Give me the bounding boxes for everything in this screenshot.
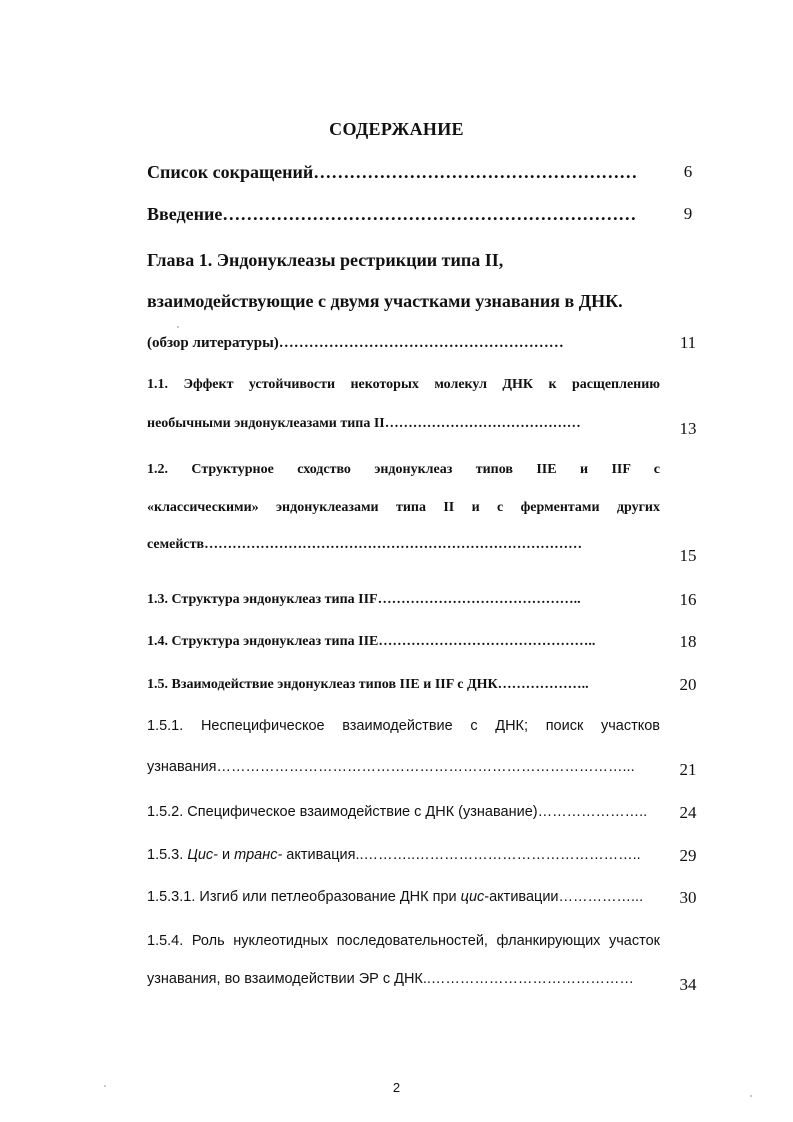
toc-page-1-2: 15 xyxy=(679,546,697,565)
toc-entry-1-5-3-italic-cis: Цис- xyxy=(187,847,218,863)
toc-entry-1-5-1-line1[interactable]: 1.5.1. Неспецифическое взаимодействие с ДНК; поиск участков xyxy=(147,718,660,734)
scan-speck xyxy=(177,326,179,328)
page-number: 2 xyxy=(392,1080,401,1095)
page-title: СОДЕРЖАНИЕ xyxy=(329,119,464,139)
toc-entry-1-5-3-1-prefix: 1.5.3.1. Изгиб или петлеобразование ДНК при xyxy=(147,889,461,905)
toc-entry-1-5-4-line1[interactable]: 1.5.4. Роль нуклеотидных последовательностей, фланкирующих участок xyxy=(147,933,660,949)
toc-page-chapter1: 11 xyxy=(679,333,697,352)
toc-entry-1-3[interactable]: 1.3. Структура эндонуклеаз типа IIF…………………………………….. xyxy=(147,592,581,607)
toc-entry-1-1-line2[interactable]: необычными эндонуклеазами типа II…………………………………… xyxy=(147,416,581,431)
toc-entry-introduction[interactable]: Введение…………………………………………………………… xyxy=(147,204,637,224)
toc-entry-chapter1-line2[interactable]: взаимодействующие с двумя участками узнавания в ДНК. xyxy=(147,291,623,311)
toc-entry-chapter1-line1[interactable]: Глава 1. Эндонуклеазы рестрикции типа II, xyxy=(147,250,504,270)
toc-page-1-1: 13 xyxy=(679,419,697,438)
toc-page-abbreviations: 6 xyxy=(683,162,693,181)
toc-entry-chapter1-line3[interactable]: (обзор литературы)………………………………………………… xyxy=(147,335,564,351)
toc-page-1-3: 16 xyxy=(679,590,697,609)
toc-entry-1-2-line3[interactable]: семейств……………………………………………………………………… xyxy=(147,537,583,552)
toc-page-1-5-2: 24 xyxy=(679,803,697,822)
toc-entry-1-5-1-line2[interactable]: узнавания…………………………………………………………………………... xyxy=(147,759,635,775)
toc-page-1-5-3-1: 30 xyxy=(679,888,697,907)
toc-entry-1-5-3-1[interactable] xyxy=(147,889,660,905)
toc-page-1-5-4: 34 xyxy=(679,975,697,994)
toc-page-1-5-1: 21 xyxy=(679,760,697,779)
toc-entry-1-5-3-1-italic-cis: цис xyxy=(460,889,485,905)
toc-page-introduction: 9 xyxy=(683,204,693,223)
toc-page-1-4: 18 xyxy=(679,632,697,651)
toc-entry-abbreviations[interactable]: Список сокращений……………………………………………… xyxy=(147,162,638,182)
toc-entry-1-5[interactable]: 1.5. Взаимодействие эндонуклеаз типов IIE и IIF с ДНК……………….. xyxy=(147,677,589,692)
toc-entry-1-5-3-prefix: 1.5.3. xyxy=(147,847,188,863)
toc-entry-1-1-line1[interactable]: 1.1. Эффект устойчивости некоторых молекул ДНК к расщеплению xyxy=(147,377,660,392)
scan-speck xyxy=(750,1095,752,1097)
toc-entry-1-5-4-line2[interactable]: узнавания, во взаимодействии ЭР с ДНК..…………………………………… xyxy=(147,971,634,987)
toc-entry-1-2-line2[interactable]: «классическими» эндонуклеазами типа II и с ферментами других xyxy=(147,500,660,515)
toc-entry-1-5-3[interactable] xyxy=(147,847,660,863)
toc-entry-1-5-3-suffix: активация..………..……………………………………….. xyxy=(282,847,641,863)
toc-entry-1-5-3-mid: и xyxy=(218,847,235,863)
toc-entry-1-5-2[interactable]: 1.5.2. Специфическое взаимодействие с ДНК (узнавание)………………….. xyxy=(147,804,648,820)
toc-entry-1-5-3-italic-trans: транс- xyxy=(234,847,283,863)
toc-entry-1-2-line1[interactable]: 1.2. Структурное сходство эндонуклеаз типов IIE и IIF с xyxy=(147,462,660,477)
toc-entry-1-4[interactable]: 1.4. Структура эндонуклеаз типа IIE……………………………………….. xyxy=(147,634,596,649)
toc-page-1-5-3: 29 xyxy=(679,846,697,865)
toc-page-1-5: 20 xyxy=(679,675,697,694)
toc-entry-1-5-3-1-suffix: -активации……………... xyxy=(484,889,644,905)
